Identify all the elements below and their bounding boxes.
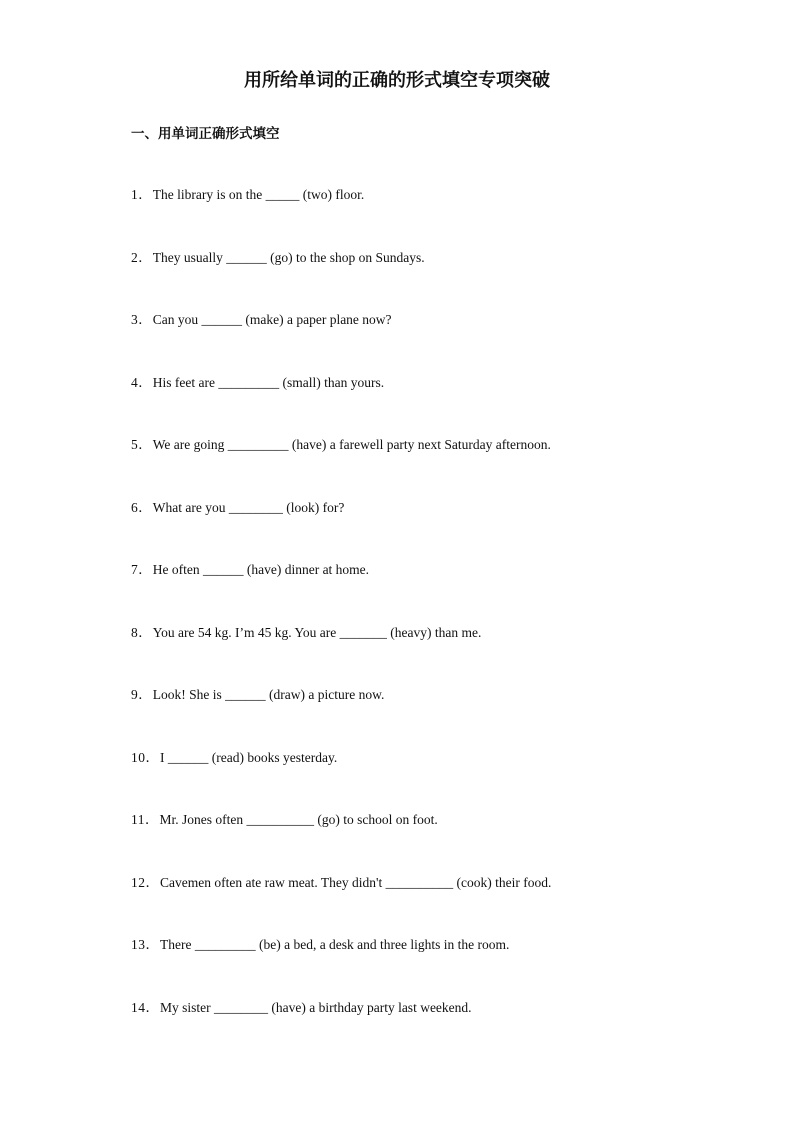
question-separator: ．: [138, 687, 152, 702]
question-number: 5: [131, 437, 139, 452]
question-number: 2: [131, 249, 139, 265]
question-item: [131, 747, 751, 810]
question-item: [131, 184, 751, 247]
section-heading: 一、用单词正确形式填空: [131, 126, 280, 142]
question-list: [131, 184, 751, 1059]
question-number: 7: [131, 562, 139, 577]
question-number: 1: [131, 187, 139, 202]
question-separator: ．: [145, 749, 159, 765]
question-separator: ．: [138, 437, 152, 452]
question-separator: ．: [145, 874, 159, 890]
question-text: You are 54 kg. I’m 45 kg. You are _______ (heavy) than me.: [152, 624, 482, 640]
question-text: Look! She is ______ (draw) a picture now.: [152, 687, 385, 702]
question-text: They usually ______ (go) to the shop on Sundays.: [152, 249, 425, 265]
question-separator: ．: [138, 499, 152, 515]
question-separator: ．: [138, 562, 152, 577]
question-separator: ．: [145, 999, 159, 1015]
question-item: [131, 622, 751, 685]
question-number: 10: [131, 749, 146, 765]
question-item: [131, 247, 751, 310]
question-item: [131, 809, 751, 872]
question-number: 9: [131, 687, 139, 702]
question-separator: ．: [138, 312, 152, 327]
question-item: [131, 434, 751, 497]
question-number: 4: [131, 374, 139, 390]
question-item: [131, 372, 751, 435]
question-text: His feet are _________ (small) than yours.: [152, 374, 385, 390]
question-separator: ．: [138, 187, 152, 202]
question-text: Can you ______ (make) a paper plane now?: [152, 312, 392, 327]
question-separator: ．: [138, 374, 152, 390]
question-number: 6: [131, 499, 139, 515]
question-separator: ．: [145, 812, 159, 827]
question-text: I ______ (read) books yesterday.: [160, 749, 338, 765]
question-text: Cavemen often ate raw meat. They didn't __________ (cook) their food.: [160, 874, 552, 890]
question-item: [131, 309, 751, 372]
question-item: [131, 934, 751, 997]
question-text: The library is on the _____ (two) floor.: [152, 187, 365, 202]
question-text: There _________ (be) a bed, a desk and three lights in the room.: [160, 937, 510, 952]
question-number: 14: [131, 999, 146, 1015]
question-text: My sister ________ (have) a birthday party last weekend.: [160, 999, 472, 1015]
question-number: 13: [131, 937, 146, 952]
question-item: [131, 497, 751, 560]
question-item: [131, 997, 751, 1060]
question-item: [131, 559, 751, 622]
question-number: 8: [131, 624, 139, 640]
page-title: 用所给单词的正确的形式填空专项突破: [244, 70, 550, 91]
question-text: Mr. Jones often __________ (go) to school on foot.: [159, 812, 438, 827]
question-separator: ．: [138, 249, 152, 265]
question-separator: ．: [145, 937, 159, 952]
question-text: What are you ________ (look) for?: [152, 499, 345, 515]
question-item: [131, 684, 751, 747]
question-text: We are going _________ (have) a farewell party next Saturday afternoon.: [152, 437, 551, 452]
question-number: 12: [131, 874, 146, 890]
question-separator: ．: [138, 624, 152, 640]
question-number: 3: [131, 312, 139, 327]
question-text: He often ______ (have) dinner at home.: [152, 562, 370, 577]
question-number: 11: [131, 812, 145, 827]
question-item: [131, 872, 751, 935]
